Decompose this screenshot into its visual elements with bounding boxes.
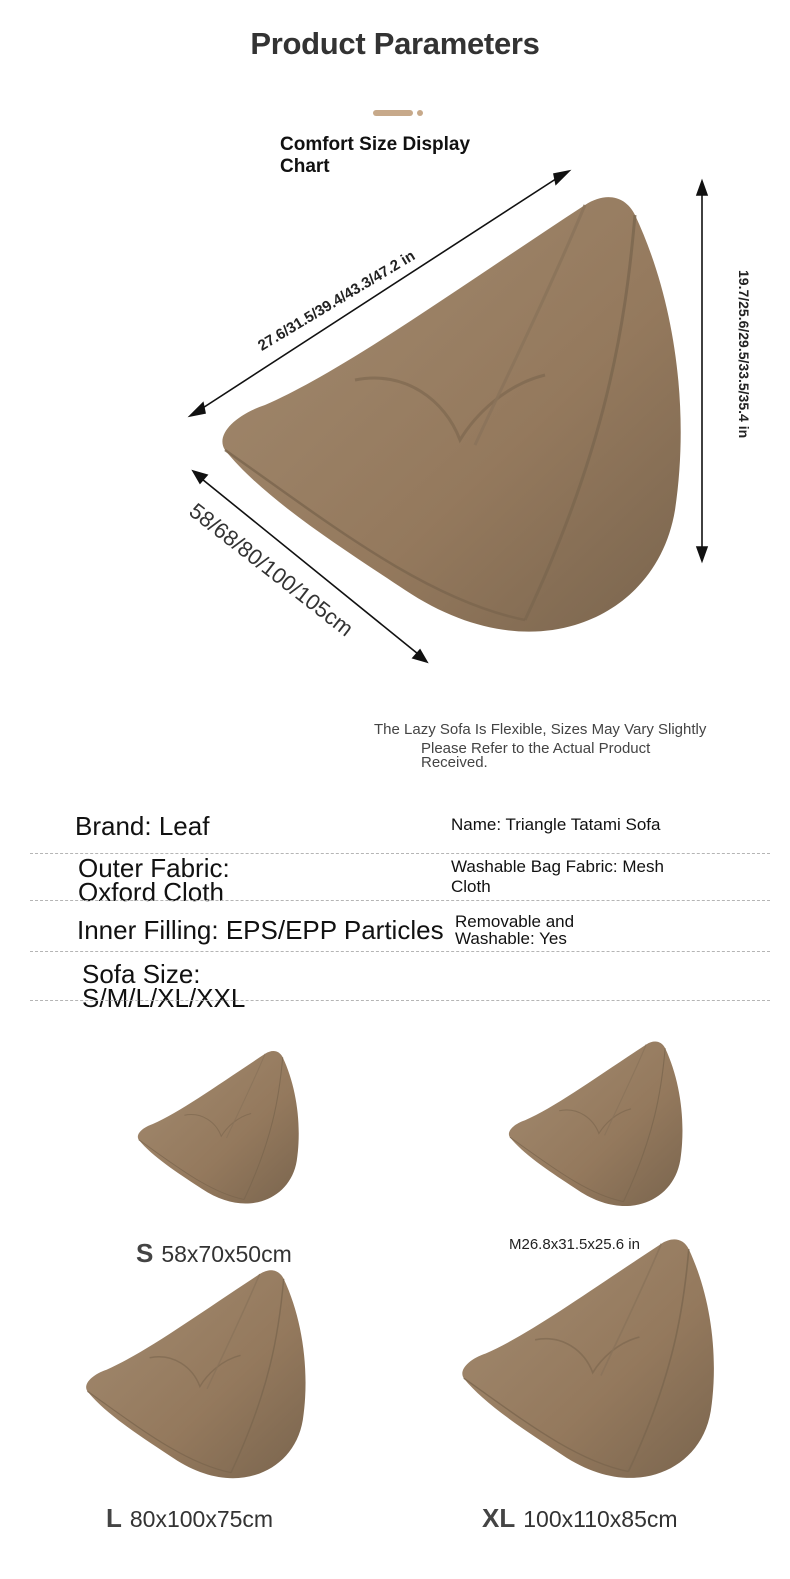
size-caption-s [136,1238,292,1269]
sofa-image-s [112,1045,327,1210]
size-dims: 80x100x75cm [129,1506,274,1532]
sofa-image-xl [430,1230,750,1488]
spec-washable-fabric: Washable Bag Fabric: Mesh Cloth [451,857,664,896]
spec-outer-fabric: Outer Fabric: Oxford Cloth [78,853,230,907]
spec-divider [30,900,770,901]
size-caption-l [106,1503,273,1534]
bottom-dimension-label: 58/68/80/100/105cm [184,498,359,642]
chart-label: Comfort Size Display Chart [280,134,471,177]
top-dimension-label: 27.6/31.5/39.4/43.3/47.2 in [255,247,419,355]
spec-name: Name: Triangle Tatami Sofa [451,815,661,834]
right-dimension-arrow [697,181,707,561]
spec-removable: Removable and Washable: Yes [455,912,575,948]
size-caption-m: M26.8x31.5x25.6 in [509,1236,640,1253]
size-caption-xl [482,1503,678,1534]
size-dims: 100x110x85cm [523,1506,678,1532]
spec-sofa-size: Sofa Size: S/M/L/XL/XXL [82,959,246,1013]
size-letter: XL [482,1503,516,1533]
size-letter: S [136,1238,154,1268]
spec-divider [30,1000,770,1001]
accent-dot [417,110,423,116]
sofa-image-m [482,1035,712,1213]
spec-brand: Brand: Leaf [75,811,210,841]
spec-divider [30,951,770,952]
spec-inner-filling: Inner Filling: EPS/EPP Particles [77,915,444,945]
size-dims: 58x70x50cm [161,1241,292,1267]
accent-bar [373,110,413,116]
size-letter: L [106,1503,122,1533]
size-note-line1: The Lazy Sofa Is Flexible, Sizes May Vary Slightly [374,721,707,738]
main-sofa-figure [185,165,745,685]
sofa-image-l [60,1262,335,1487]
page-title: Product Parameters [250,26,540,61]
size-note-line2: Please Refer to the Actual Product Received. [421,740,651,771]
right-dimension-label: 19.7/25.6/29.5/33.5/35.4 in [736,270,752,439]
